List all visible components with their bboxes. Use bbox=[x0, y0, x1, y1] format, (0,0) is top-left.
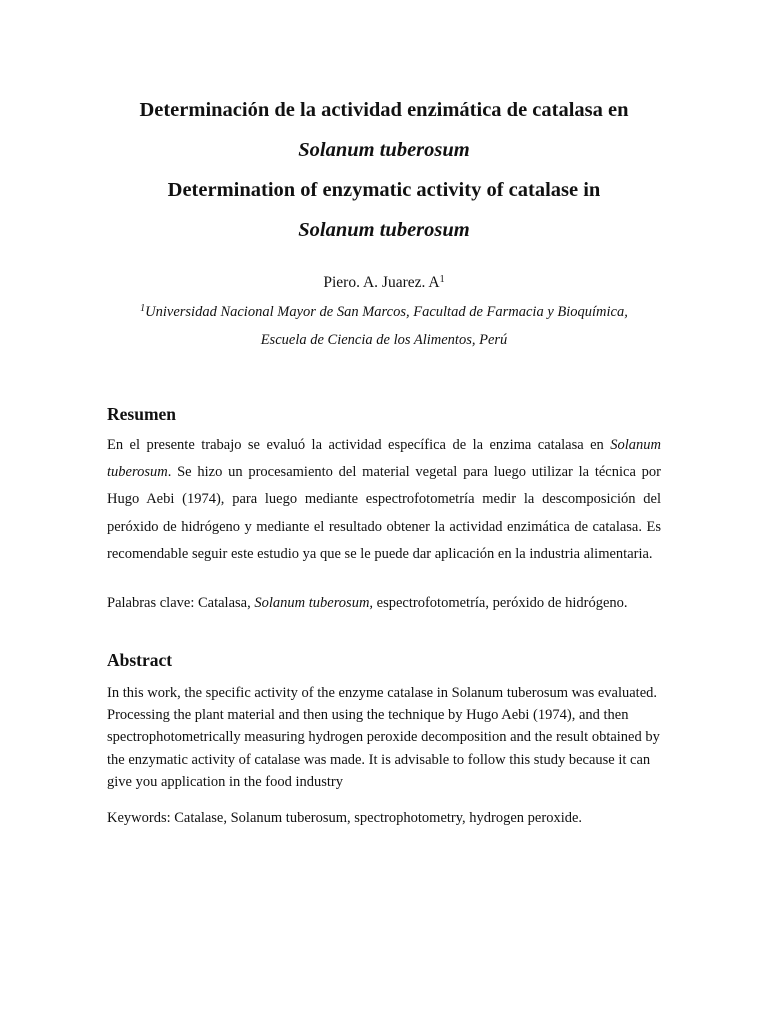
abstract-heading: Abstract bbox=[107, 650, 173, 671]
resumen-heading: Resumen bbox=[107, 404, 177, 424]
keywords-en: Keywords: Catalase, Solanum tuberosum, spectrophotometry, hydrogen peroxide. bbox=[107, 810, 583, 827]
title-es-line2 bbox=[107, 130, 661, 170]
affiliation-line1 bbox=[107, 298, 661, 326]
palabras-clave-rest: espectrofotometría, peróxido de hidrógeno. bbox=[373, 595, 628, 612]
title-es-species: Solanum tuberosum bbox=[298, 139, 470, 161]
palabras-clave-prefix: Palabras clave: Catalasa, bbox=[107, 595, 255, 612]
affiliation-line2: Escuela de Ciencia de los Alimentos, Perú bbox=[260, 332, 508, 348]
affiliation-line1-text: Universidad Nacional Mayor de San Marcos, Facultad de Farmacia y Bioquímica, bbox=[145, 304, 628, 320]
abstract-body bbox=[107, 682, 661, 793]
resumen-part1: En el presente trabajo se evaluó la actividad específica de la enzima catalasa en bbox=[107, 437, 611, 453]
title-en-line2 bbox=[107, 210, 661, 250]
author-sup: 1 bbox=[439, 274, 445, 285]
resumen-part2: . Se hizo un procesamiento del material vegetal para luego utilizar la técnica por Hugo Aebi (1974), para luego mediante espectrofotometría medir la descomposición del peróxido de hidrógeno y mediante el resultado obtener la actividad enzimática de catalasa. Es recomendable seguir este estudio ya que se le puede dar aplicación en la industria alimentaria. bbox=[107, 464, 661, 562]
resumen-body bbox=[107, 432, 661, 568]
title-es-line1: Determinación de la actividad enzimática de catalasa en bbox=[139, 99, 629, 121]
title-block bbox=[107, 0, 661, 250]
affiliation bbox=[107, 298, 661, 354]
title-en-line1: Determination of enzymatic activity of catalase in bbox=[167, 179, 601, 201]
author-line bbox=[107, 272, 661, 294]
author-name: Piero. A. Juarez. A bbox=[323, 274, 440, 291]
title-en-species: Solanum tuberosum bbox=[298, 219, 470, 241]
palabras-clave-species: Solanum tuberosum, bbox=[254, 595, 374, 612]
resumen-paragraph bbox=[107, 432, 661, 568]
palabras-clave bbox=[107, 592, 661, 614]
resumen-species: Solanum tuberosum bbox=[107, 437, 661, 481]
affiliation-sup: 1 bbox=[140, 303, 146, 314]
abstract-paragraph: In this work, the specific activity of the enzyme catalase in Solanum tuberosum was evaluated. Processing the plant material and then using the technique by Hugo Aebi (1974), and then spectrophotometrically measuring hydrogen peroxide decomposition and the result obtained by the enzymatic activity of catalase was made. It is advisable to follow this study because it can give you application in the food industry bbox=[107, 685, 660, 790]
